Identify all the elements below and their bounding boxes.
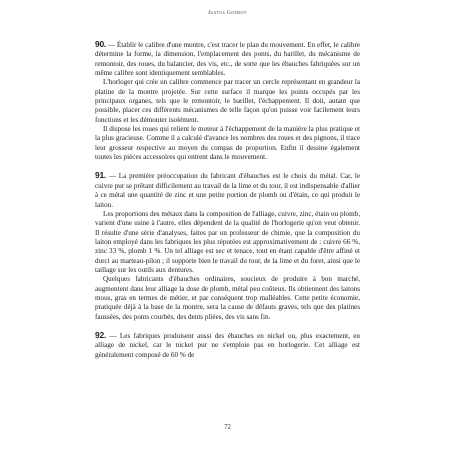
running-header: Justus Gosdov xyxy=(207,10,248,16)
paragraph-text: — Les fabriques produisent aussi des ébauches en nickel ou, plus exactement, en alliage de nickel, car le nickel pur ne s'emploie pas en horlogerie. Cet alliage est généralement composé de 60 % de xyxy=(95,331,360,359)
paragraph: L'horloger qui crée un calibre commence par tracer un cercle représentant en grandeur la platine de la montre projetée. Sur cette surface il marque les points occupés par les principaux organes, tels que le remontoir, le barillet, l'échappement. Il doit, autant que possible, placer ces différents mécanismes de telle façon qu'on puisse voir facilement leurs fonctions et les démonter isolément. xyxy=(95,78,360,124)
section-number: 92. xyxy=(95,329,107,340)
paragraph xyxy=(95,331,360,360)
section-91 xyxy=(95,171,360,322)
paragraph-text: — Établir le calibre d'une montre, c'est tracer le plan du mouvement. En effet, le calibre détermine la forme, la dimension, l'emplacement des ponts, du barillet, du mécanisme de remontoir, des roues, du balancier, des vis, etc., de sorte que les ébauches fabriquées sur un même calibre sont identiquement semblables. xyxy=(95,41,360,78)
section-92 xyxy=(95,331,360,360)
paragraph xyxy=(95,171,360,209)
section-90 xyxy=(95,40,360,162)
paragraph-text: — La première préoccupation du fabricant d'ébauches est le choix du métal. Car, le cuivre pur se prêtant difficilement au travail de la lime et du tour, il est indispensable d'allier à ce métal une quantité de zinc et une petite portion de plomb ou d'étain, ce qui produit le laiton. xyxy=(95,172,360,209)
section-number: 90. xyxy=(95,39,107,49)
page-number: 72 xyxy=(224,424,231,431)
paragraph: Il dispose les roues qui relient le moteur à l'échappement de la manière la plus pratique et la plus gracieuse. Comme il a calculé d'avance les nombres des roues et des pignons, il trace leur grosseur respective au moyen du compas de proportion. Enfin il dessine également toutes les pièces accessoires qui entrent dans le mouvement. xyxy=(95,125,360,162)
paragraph: Les proportions des métaux dans la composition de l'alliage, cuivre, zinc, étain ou plomb, varient d'une usine à l'autre, elles dépendent de la qualité de l'horlogerie qu'on veut obtenir. Il résulte d'une série d'analyses, faites par un professeur de chimie, que la composition du laiton employé dans les fabriques les plus réputées est approximativement de : cuivre 66 %, zinc 33 %, plomb 1 %. Un tel alliage est sec et tenace, tout en étant capable d'être affiné et durci au marteau-pilon ; il supporte bien le travail du tour, de la lime et du foret, ainsi que le taillage sur les outils aux dentures. xyxy=(95,209,360,274)
paragraph xyxy=(95,40,360,78)
section-number: 91. xyxy=(95,170,107,181)
paragraph: Quelques fabricants d'ébauches ordinaires, soucieux de produire à bon marché, augmentent dans leur alliage la dose de plomb, métal peu coûteux. Ils obtiennent des laitons mous, gras en termes de métier, et par conséquent trop malléables. Cette petite économie, pratiquée déjà à la base de la montre, sera la cause de défauts graves, tels que des platines faussées, des ponts courbés, des dents pliées, des vis sans fin. xyxy=(95,275,360,321)
